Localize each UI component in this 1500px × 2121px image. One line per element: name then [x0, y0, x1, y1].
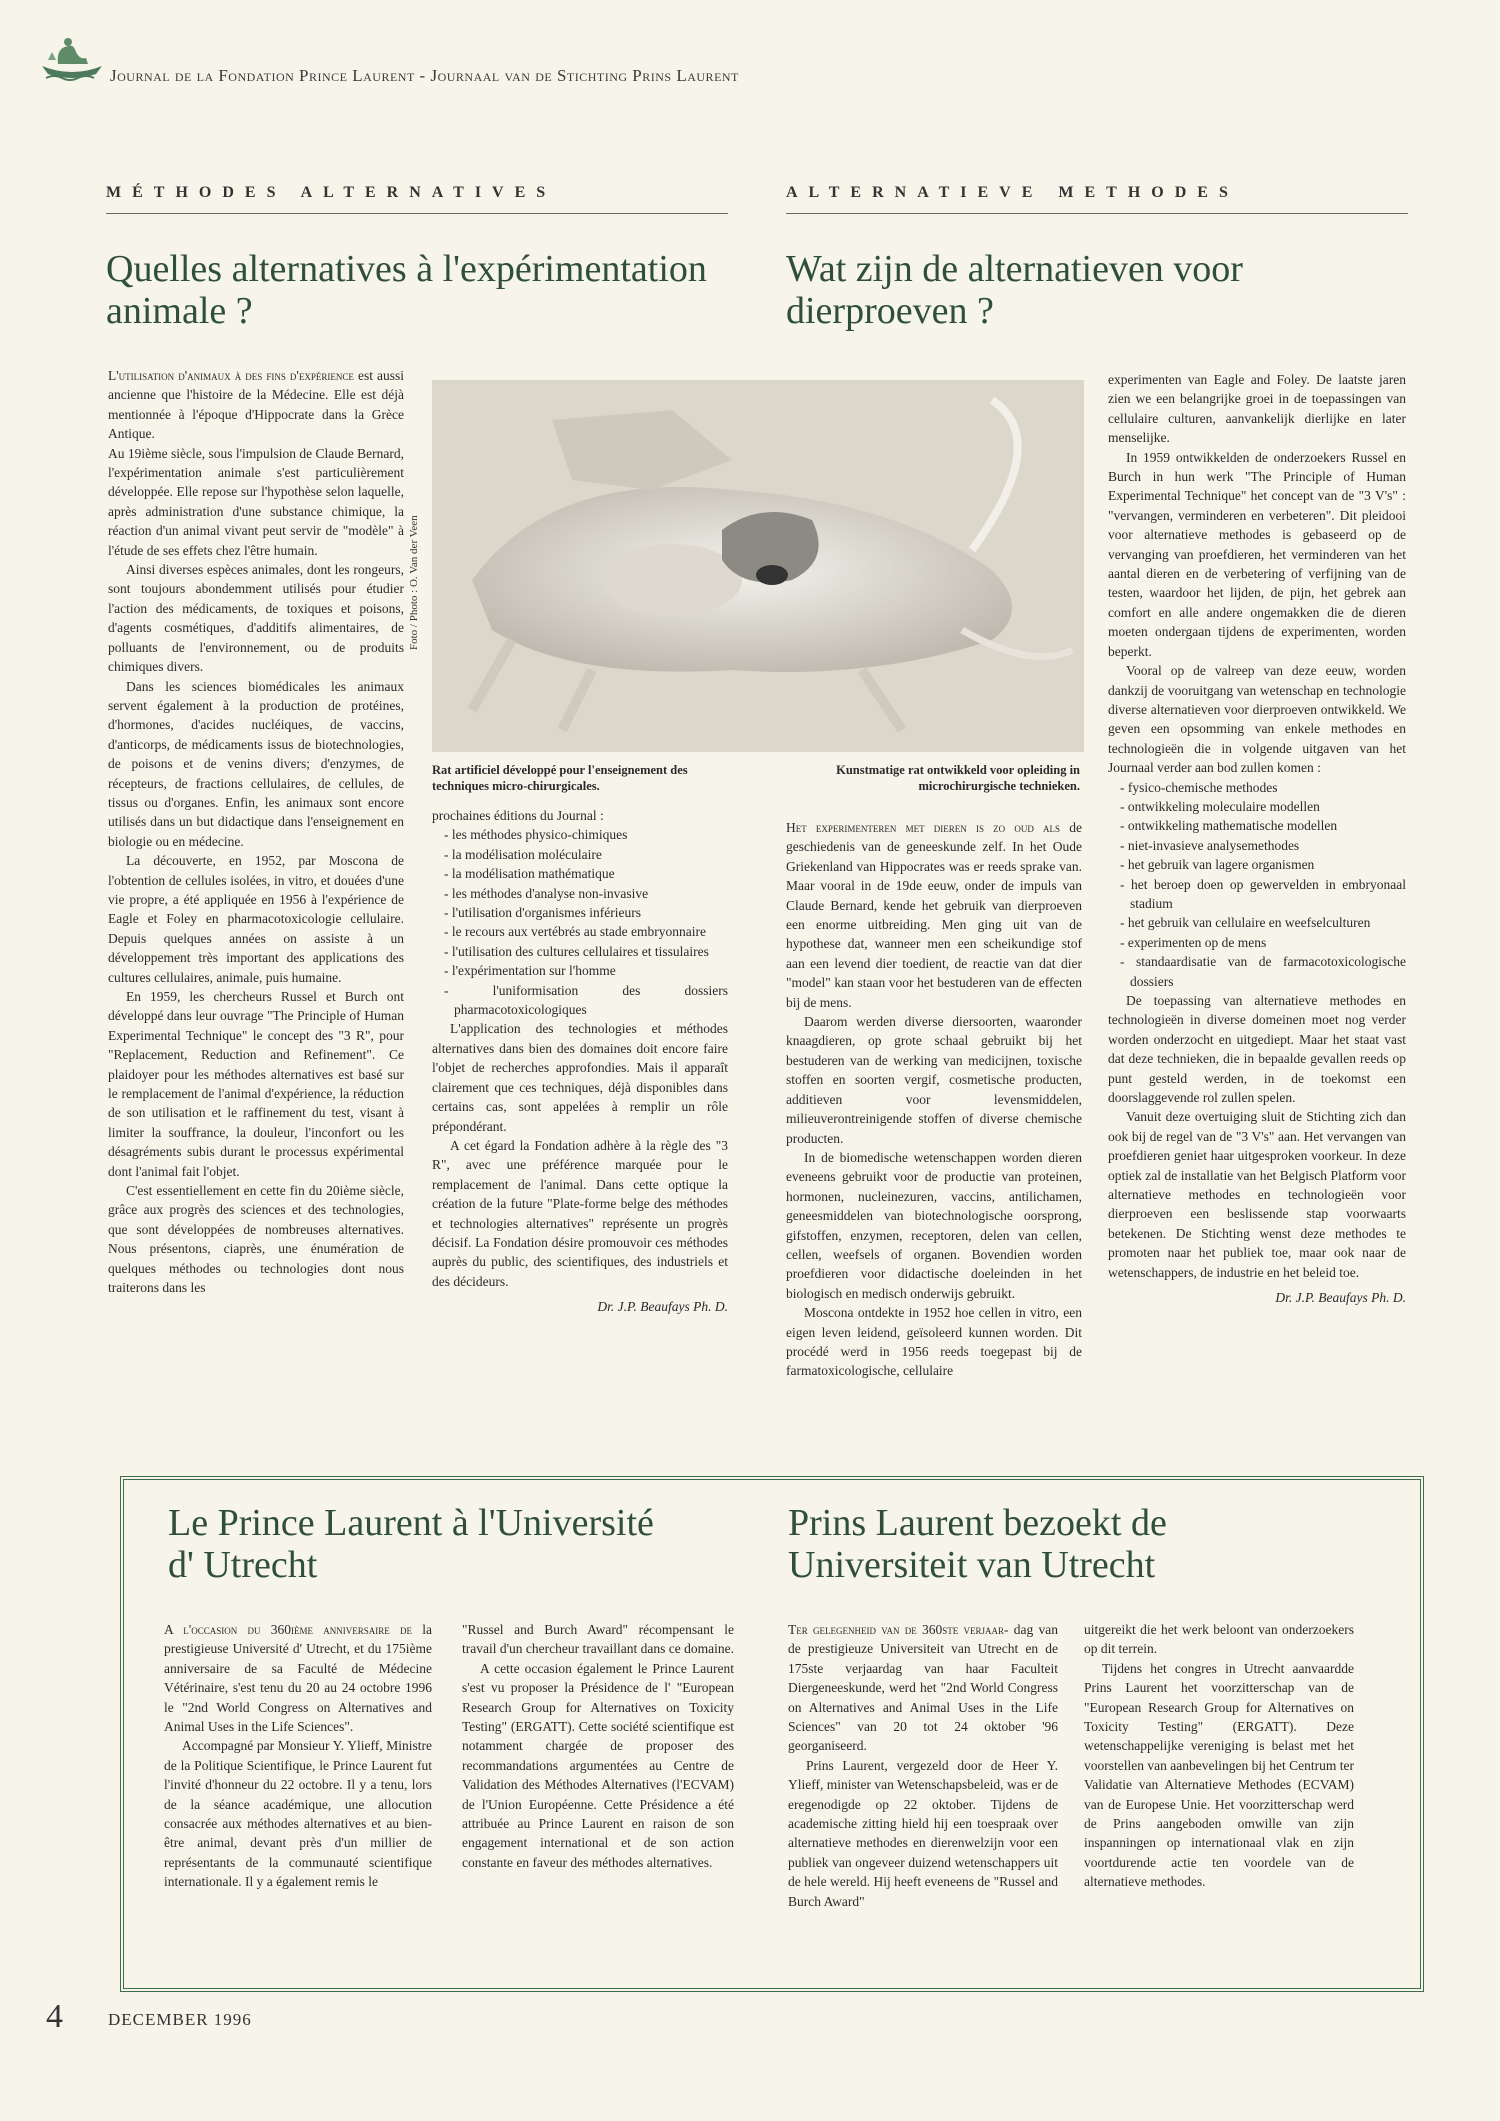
section-rule-nl: [786, 213, 1408, 214]
article-nl-col1: [786, 818, 1082, 1381]
article-fr-cont-p2: A cet égard la Fondation adhère à la règle des "3 R", avec une préférence marquée pour le remplacement de l'animal. Dans cette optique la création de la future "Plate-forme belge des méthodes et technologies alternatives" représente un progrès décisif. La Fondation désire promouvoir ces méthodes auprès du public, des scientifiques, des industriels et des décideurs.: [432, 1137, 728, 1289]
list-item: - experimenten op de mens: [1120, 934, 1267, 950]
article-nl-p3: In de biomedische wetenschappen worden dieren eveneens gebruikt voor de productie van proteinen, hormonen, nucleinezuren, vaccins, antilichamen, geneesmiddelen van biotechnologische oorsprong, gifstoffen, enzymen, receptoren, delen van cellen, cellen, weefsels of organen. Bovendien worden proefdieren voor didactische doeleinden in het biologisch en medisch onderwijs gebruikt.: [786, 1149, 1082, 1301]
article-nl-cont-p4: De toepassing van alternatieve methodes en technologieën in diverse domeinen moet nog verder worden onderzocht en uitgediept. Maar het staat vast dat deze technieken, die in bepaalde gevallen reeds op punt gesteld werden, in de toekomst een doorslaggevende rol zullen spelen.: [1108, 993, 1406, 1106]
article-nl-col2: [1108, 370, 1406, 1308]
list-item: - l'expérimentation sur l'homme: [444, 963, 616, 979]
list-item: - les méthodes d'analyse non-invasive: [444, 885, 649, 901]
box-nl-p1: dag van de prestigieuze Universiteit van Utrecht en de 175ste verjaardag van haar Faculteit Diergeneeskunde, werd het "2nd World Congress on Alternatives and Animal Uses in the Life Sciences" van 20 tot 24 oktober '96 georganiseerd.: [788, 1622, 1059, 1754]
box-fr-p4: A cette occasion également le Prince Laurent s'est vu proposer la Présidence de l' "European Research Group for Alternatives on Toxicity Testing" (ERGATT). Cette société scientifique est notamment chargée de proposer des recommandations argumentées au Centre de Validation des Méthodes Alternatives (l'ECVAM) de l'Union Européenne. Cette Présidence a été attribuée au Prince Laurent en raison de son engagement international et de son action constante en faveur des méthodes alternatives.: [462, 1660, 734, 1870]
rat-photo: [408, 380, 1084, 752]
box-nl-p2: Prins Laurent, vergezeld door de Heer Y. Ylieff, minister van Wetenschapsbeleid, was er de eregenodigde op 22 oktober. Tijdens de academische zitting hield hij een toespraak over alternatieve methodes en dierenwelzijn voor een publiek van ongeveer duizend wetenschappers uit de hele wereld. Hij heeft eveneens de "Russel and Burch Award": [788, 1757, 1058, 1909]
list-item: - het gebruik van lagere organismen: [1120, 857, 1315, 873]
box-nl-col1: [788, 1620, 1058, 1911]
box-fr-p3: "Russel and Burch Award" récompensant le travail d'un chercheur travaillant dans ce domaine.: [462, 1622, 734, 1657]
article-nl-cont-p5: Vanuit deze overtuiging sluit de Stichting zich dan ook bij de regel van de "3 V's" aan. Het vervangen van proefdieren geniet haar uitgesproken voorkeur. In deze optiek zal de installatie van het Belgisch Platform voor alternatieve methodes en technologieën voor dierproeven een beslissende stap voorwaarts betekenen. De Stichting wenst deze methodes te promoten naar het publiek toe, maar ook naar de wetenschappers, de industrie en het beleid toe.: [1108, 1109, 1406, 1280]
article-fr-col2: [432, 806, 728, 1317]
caption-nl: Kunstmatige rat ontwikkeld voor opleiding in microchirurgische technieken.: [836, 763, 1080, 793]
list-item: - l'uniformisation des dossiers pharmacotoxicologiques: [444, 982, 728, 1018]
box-nl-p3: uitgereikt die het werk beloont van onderzoekers op dit terrein.: [1084, 1622, 1354, 1657]
article-nl-p2: Daarom werden diverse diersoorten, waaronder knaagdieren, op grote schaal gebruikt bij het bestuderen van de werking van medicijnen, toxische stoffen en soorten vergif, cosmetische producten, additieven voor levensmiddelen, milieuverontreinigende stoffen of diverse chemische producten.: [786, 1014, 1082, 1146]
article-fr-signature: Dr. J.P. Beaufays Ph. D.: [597, 1299, 728, 1315]
swan-boat-icon: [38, 30, 106, 82]
box-headline-fr: Le Prince Laurent à l'Université d' Utrecht: [168, 1502, 654, 1586]
list-item: - la modélisation mathématique: [444, 866, 615, 882]
article-fr-col1: [108, 366, 404, 1298]
list-item: - les méthodes physico-chimiques: [444, 827, 628, 843]
list-item: - l'utilisation des cultures cellulaires et tissulaires: [444, 943, 709, 959]
article-nl-p4: Moscona ontdekte in 1952 hoe cellen in vitro, een eigen leven leidend, geïsoleerd kunnen worden. Dit procédé werd in 1956 reeds toegepast bij de farmatoxicologische, cellulaire: [786, 1305, 1082, 1379]
prince-visit-box: [120, 1476, 1424, 1992]
list-item: - ontwikkeling mathematische modellen: [1120, 818, 1338, 834]
article-nl-signature: Dr. J.P. Beaufays Ph. D.: [1275, 1290, 1406, 1306]
box-fr-col1: [164, 1620, 432, 1892]
box-nl-col2: [1084, 1620, 1354, 1892]
list-item: - l'utilisation d'organismes inférieurs: [444, 905, 641, 921]
article-fr-p6: En 1959, les chercheurs Russel et Burch ont développé dans leur ouvrage "The Principle of Human Experimental Technique" le concept des "3 R", pour "Replacement, Reduction and Refinement". Ce plaidoyer pour les méthodes alternatives est basé sur le remplacement de l'animal d'expérience, la réduction de son utilisation et le raffinement du test, visant à limiter la souffrance, la douleur, l'inconfort ou les désagréments subis durant le processus expérimental dont l'animal fait l'objet.: [108, 989, 404, 1179]
list-item: - fysico-chemische methodes: [1120, 779, 1278, 795]
box-fr-col2: [462, 1620, 734, 1872]
box-fr-lead: A l'occasion du 360ième anniversaire de: [164, 1622, 412, 1637]
article-nl-cont-p3: Vooral op de valreep van deze eeuw, worden dankzij de vooruitgang van wetenschap en technologie diverse alternatieven voor dierproeven ontwikkeld. We geven een opsomming van enkele methodes en technologieën die in volgende uitgaven van het Journaal verder aan bod zullen komen :: [1108, 663, 1406, 776]
article-fr-p5: La découverte, en 1952, par Moscona de l'obtention de cellules isolées, in vitro, et douées d'une vie propre, a été appliquée en 1956 à l'expérience de Eagle et Foley en pharmacotoxicologie cellulaire. Depuis quelques années on assiste à un développement très important des applications des cultures cellulaires, animale, puis humaine.: [108, 853, 404, 985]
issue-date: DECEMBER 1996: [108, 2010, 252, 2029]
article-nl-cont-p2: In 1959 ontwikkelden de onderzoekers Russel en Burch in hun werk "The Principle of Human Experimental Technique" het concept van de "3 V's" : "vervangen, verminderen en verbeteren". Dit pleidooi voor alternatieve methodes is gebaseerd op de vervanging van proefdieren, het verminderen van het aantal dieren en de verbetering of verfijning van de testen, waardoor het lijden, de pijn, het gebrek aan comfort en alle andere ongemakken die de dieren moeten ondergaan tijdens de experimenten, worden beperkt.: [1108, 449, 1406, 659]
list-item: - het gebruik van cellulaire en weefselculturen: [1120, 915, 1371, 931]
journal-title: Journal de la Fondation Prince Laurent - Journaal van de Stichting Prins Laurent: [110, 66, 739, 85]
article-fr-p3: Ainsi diverses espèces animales, dont les rongeurs, sont toujours abondemment utilisés pour étudier l'action des médicaments, de toxiques et poisons, d'agents cosmétiques, d'additifs alimentaires, de polluants de l'environnement, ou de produits chimiques divers.: [108, 562, 404, 675]
box-nl-p4: Tijdens het congres in Utrecht aanvaardde Prins Laurent het voorzitterschap van de "European Research Group for Alternatives on Toxicity Testing" (ERGATT). Deze wetenschappelijke vereniging is belast met het voorstellen van aanbevelingen bij het Centrum ter Validatie van Alternatieve Methodes (ECVAM) van de Europese Unie. Het voorzitterschap werd de Prins aangeboden omwille van zijn inspanningen op internationaal vlak en zijn voortdurende actie ten voordele van de alternatieve methodes.: [1084, 1660, 1354, 1890]
article-fr-p1: est aussi ancienne que l'histoire de la Médecine. Elle est déjà mentionnée à l'époque d'Hippocrate dans la Grèce Antique.: [108, 368, 405, 442]
photo-credit: Foto / Photo : O. Van der Veen: [408, 515, 420, 650]
artificial-rat-image: [432, 380, 1084, 752]
box-fr-p1: la prestigieuse Université d' Utrecht, et du 175ième anniversaire de sa Faculté de Médecine Vétérinaire, s'est tenu du 20 au 24 octobre 1996 le "2nd World Congress on Alternatives and Animal Uses in the Life Sciences".: [164, 1622, 432, 1735]
page-number: 4: [46, 1998, 63, 2035]
list-item: - niet-invasieve analysemethodes: [1120, 837, 1300, 853]
list-item: - la modélisation moléculaire: [444, 846, 602, 862]
caption-fr: Rat artificiel développé pour l'enseignement des techniques micro-chirurgicales.: [432, 763, 688, 793]
article-fr-list-intro: prochaines éditions du Journal :: [432, 808, 604, 823]
box-fr-p2: Accompagné par Monsieur Y. Ylieff, Ministre de la Politique Scientifique, le Prince Laurent fut l'invité d'honneur du 22 octobre. Il y a tenu, lors de la séance académique, une allocution consacrée aux méthodes alternatives et au bien-être animal, devant près d'un millier de représentants de la communauté scientifique internationale. Il y a également remis le: [164, 1738, 432, 1890]
list-item: - standaardisatie van de farmacotoxicologische dossiers: [1120, 954, 1406, 989]
article-fr-p2: Au 19ième siècle, sous l'impulsion de Claude Bernard, l'expérimentation animale s'est particulièrement développée. Elle repose sur l'hypothèse selon laquelle, après administration d'une substance chimique, la réaction d'un animal vivant peut servir de "modèle" à l'étude de ses effets chez l'être humain.: [108, 445, 404, 558]
article-nl-method-list: [1108, 778, 1406, 991]
list-item: - ontwikkeling moleculaire modellen: [1120, 798, 1320, 814]
section-rule-fr: [106, 213, 728, 214]
article-nl-cont-p1: experimenten van Eagle and Foley. De laatste jaren zien we een belangrijke groei in de toepassingen van cellulaire culturen, aanvankelijk dierlijke en later menselijke.: [1108, 372, 1406, 446]
header-logo: [38, 30, 106, 82]
box-headline-nl: Prins Laurent bezoekt de Universiteit van Utrecht: [788, 1502, 1167, 1586]
headline-nl: Wat zijn de alternatieven voor dierproeven ?: [786, 248, 1243, 332]
list-item: - het beroep doen op gewervelden in embryonaal stadium: [1120, 876, 1406, 911]
article-nl-lead: Het experimenteren met dieren is zo oud als: [786, 820, 1061, 835]
list-item: - le recours aux vertébrés au stade embryonnaire: [444, 924, 707, 940]
article-fr-p4: Dans les sciences biomédicales les animaux servent également à la production de protéines, d'hormones, d'acides nucléiques, de vaccins, d'anticorps, de médicaments issus de biotechnologies, de poisons et de venins divers; d'enzymes, de récepteurs, de fractions cellulaires, de cellules, de tissus ou d'organes. Enfin, les animaux sont encore utilisés dans un but didactique dans l'enseignement en biologie ou en médecine.: [108, 678, 404, 849]
article-fr-cont-p1: L'application des technologies et méthodes alternatives dans bien des domaines doit encore faire l'objet de recherches approfondies. Mais il apparaît clairement que ces techniques, déjà disponibles dans certains cas, sont appelées à remplir un rôle prépondérant.: [432, 1021, 728, 1134]
article-fr-method-list: [432, 825, 728, 1019]
article-fr-lead: L'utilisation d'animaux à des fins d'expérience: [108, 368, 354, 383]
box-nl-lead: Ter gelegenheid van de 360ste verjaar-: [788, 1622, 1009, 1637]
article-nl-p1: de geschiedenis van de geneeskunde zelf. In het Oude Griekenland van Hippocrates was er reeds sprake van. Maar vooral in de 19de eeuw, onder de impuls van Claude Bernard, kende het gebruik van dierproeven een enorme uitbreiding. Men ging uit van de hypothese dat, wanneer men een scheikundige stof aan een levend dier toedient, de reactie van dat dier "model" kan staan voor het bestuderen van de effecten bij de mens.: [786, 820, 1083, 1010]
section-tag-nl: ALTERNATIEVE METHODES: [786, 184, 1239, 201]
headline-fr: Quelles alternatives à l'expérimentation animale ?: [106, 248, 707, 332]
article-fr-p7: C'est essentiellement en cette fin du 20ième siècle, grâce aux progrès des sciences et des technologies, que sont développées de nombreuses alternatives. Nous présentons, ciaprès, une énumération de quelques méthodes ou technologies dont nous traiterons dans les: [108, 1183, 404, 1296]
section-tag-fr: MÉTHODES ALTERNATIVES: [106, 184, 557, 201]
